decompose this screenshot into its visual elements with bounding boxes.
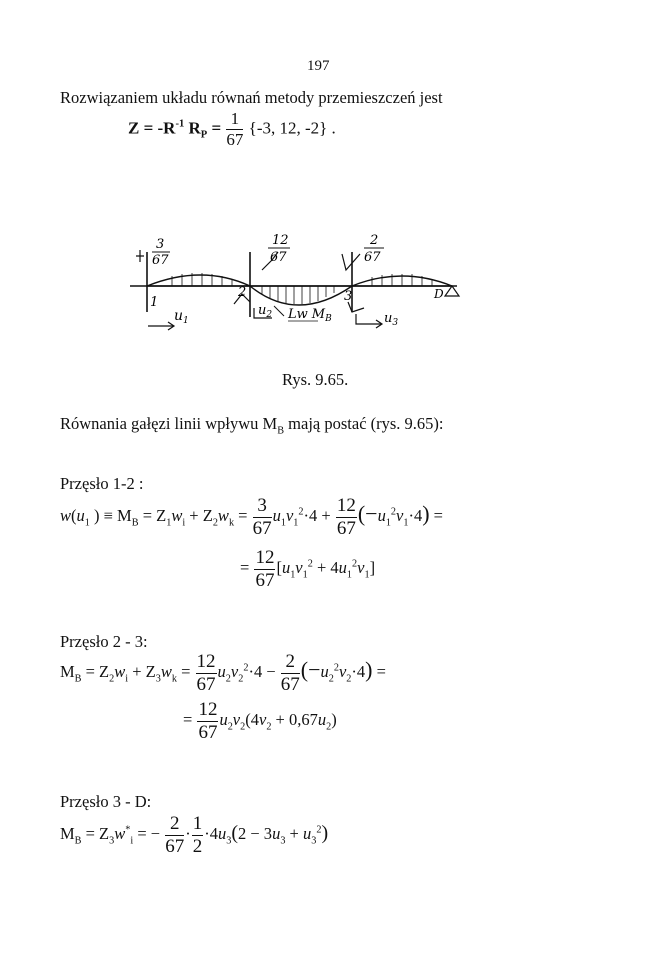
span-12-equation-1: $w(u_1$ ) ≡ $M_B = Z_1w_i + Z_2w_k$ = $\frac{3}{67}$ $u_1v_1^2\cdot 4$ + $\frac{12}{67}$ $(-u_1^2v_1\cdot 4)$ = [60, 495, 443, 539]
label-3-den: 67 [152, 253, 169, 268]
solution-fraction: $\frac{1}{67}$ [226, 109, 244, 149]
hatch-span-12 [172, 273, 232, 286]
span-3d-equation: $M_B = Z_3w^*_i$ = − $\frac{2}{67}$ · $\frac{1}{2}$ $\cdot 4u_3(2 - 3u_3 + u_3^2)$ [60, 813, 329, 857]
node-3-label: 3 [344, 289, 353, 304]
u2-label: $u_2$ [258, 303, 273, 320]
lobe-span-12 [147, 275, 250, 286]
support-d [445, 286, 459, 296]
label-12-num: 12 [272, 233, 289, 248]
moment-arrow-3 [342, 254, 360, 270]
page-number: 197 [307, 58, 330, 74]
node-2-label: 2 [238, 285, 247, 300]
hatch-span-3d [372, 274, 432, 286]
span-12-heading: Przęsło 1-2 : [60, 474, 144, 493]
span-23-heading: Przęsło 2 - 3: [60, 632, 148, 651]
label-12-den: 67 [270, 250, 287, 265]
lw-mb-label: Lw $M_B$ [288, 307, 332, 324]
label-2-den: 67 [364, 250, 381, 265]
span-23-equation-1: $M_B = Z_2w_i + Z_3w_k$ = $\frac{12}{67}$ $u_2v_2^2\cdot 4$ − $\frac{2}{67}$ $(-u_2^2v_2\cdot 4)$ = [60, 651, 386, 695]
label-3-num: 3 [156, 237, 165, 252]
node-1-label: 1 [150, 295, 159, 310]
span-3d-heading: Przęsło 3 - D: [60, 792, 152, 811]
u3-label: $u_3$ [384, 311, 399, 328]
influence-line-figure [112, 222, 472, 342]
intro-text: Rozwiązaniem układu równań metody przemieszczeń jest [60, 88, 443, 107]
solution-vector: {-3, 12, -2} . [248, 118, 336, 138]
u3-arrow [356, 314, 382, 328]
u1-arrow [148, 322, 174, 330]
u1-label: $u_1$ [174, 308, 189, 326]
moment-arrow-1 [136, 250, 144, 262]
span-12-equation-2: = $\frac{12}{67}$ $[u_1v_1^2 + 4u_1^2v_1]$ [240, 547, 376, 591]
solution-equation: $Z = -R^{-1}$ $R_P$ = $\frac{1}{67}$ {-3, 12, -2} . [128, 109, 336, 149]
influence-text: Równania gałęzi linii wpływu $M_B$ mają postać (rys. 9.65): [60, 414, 444, 437]
label-2-num: 2 [370, 233, 379, 248]
span-23-equation-2: = $\frac{12}{67}$ $u_2v_2(4v_2 + 0,67u_2)$ [183, 699, 337, 743]
figure-caption: Rys. 9.65. [282, 370, 349, 389]
node-d-label: D [434, 287, 444, 301]
